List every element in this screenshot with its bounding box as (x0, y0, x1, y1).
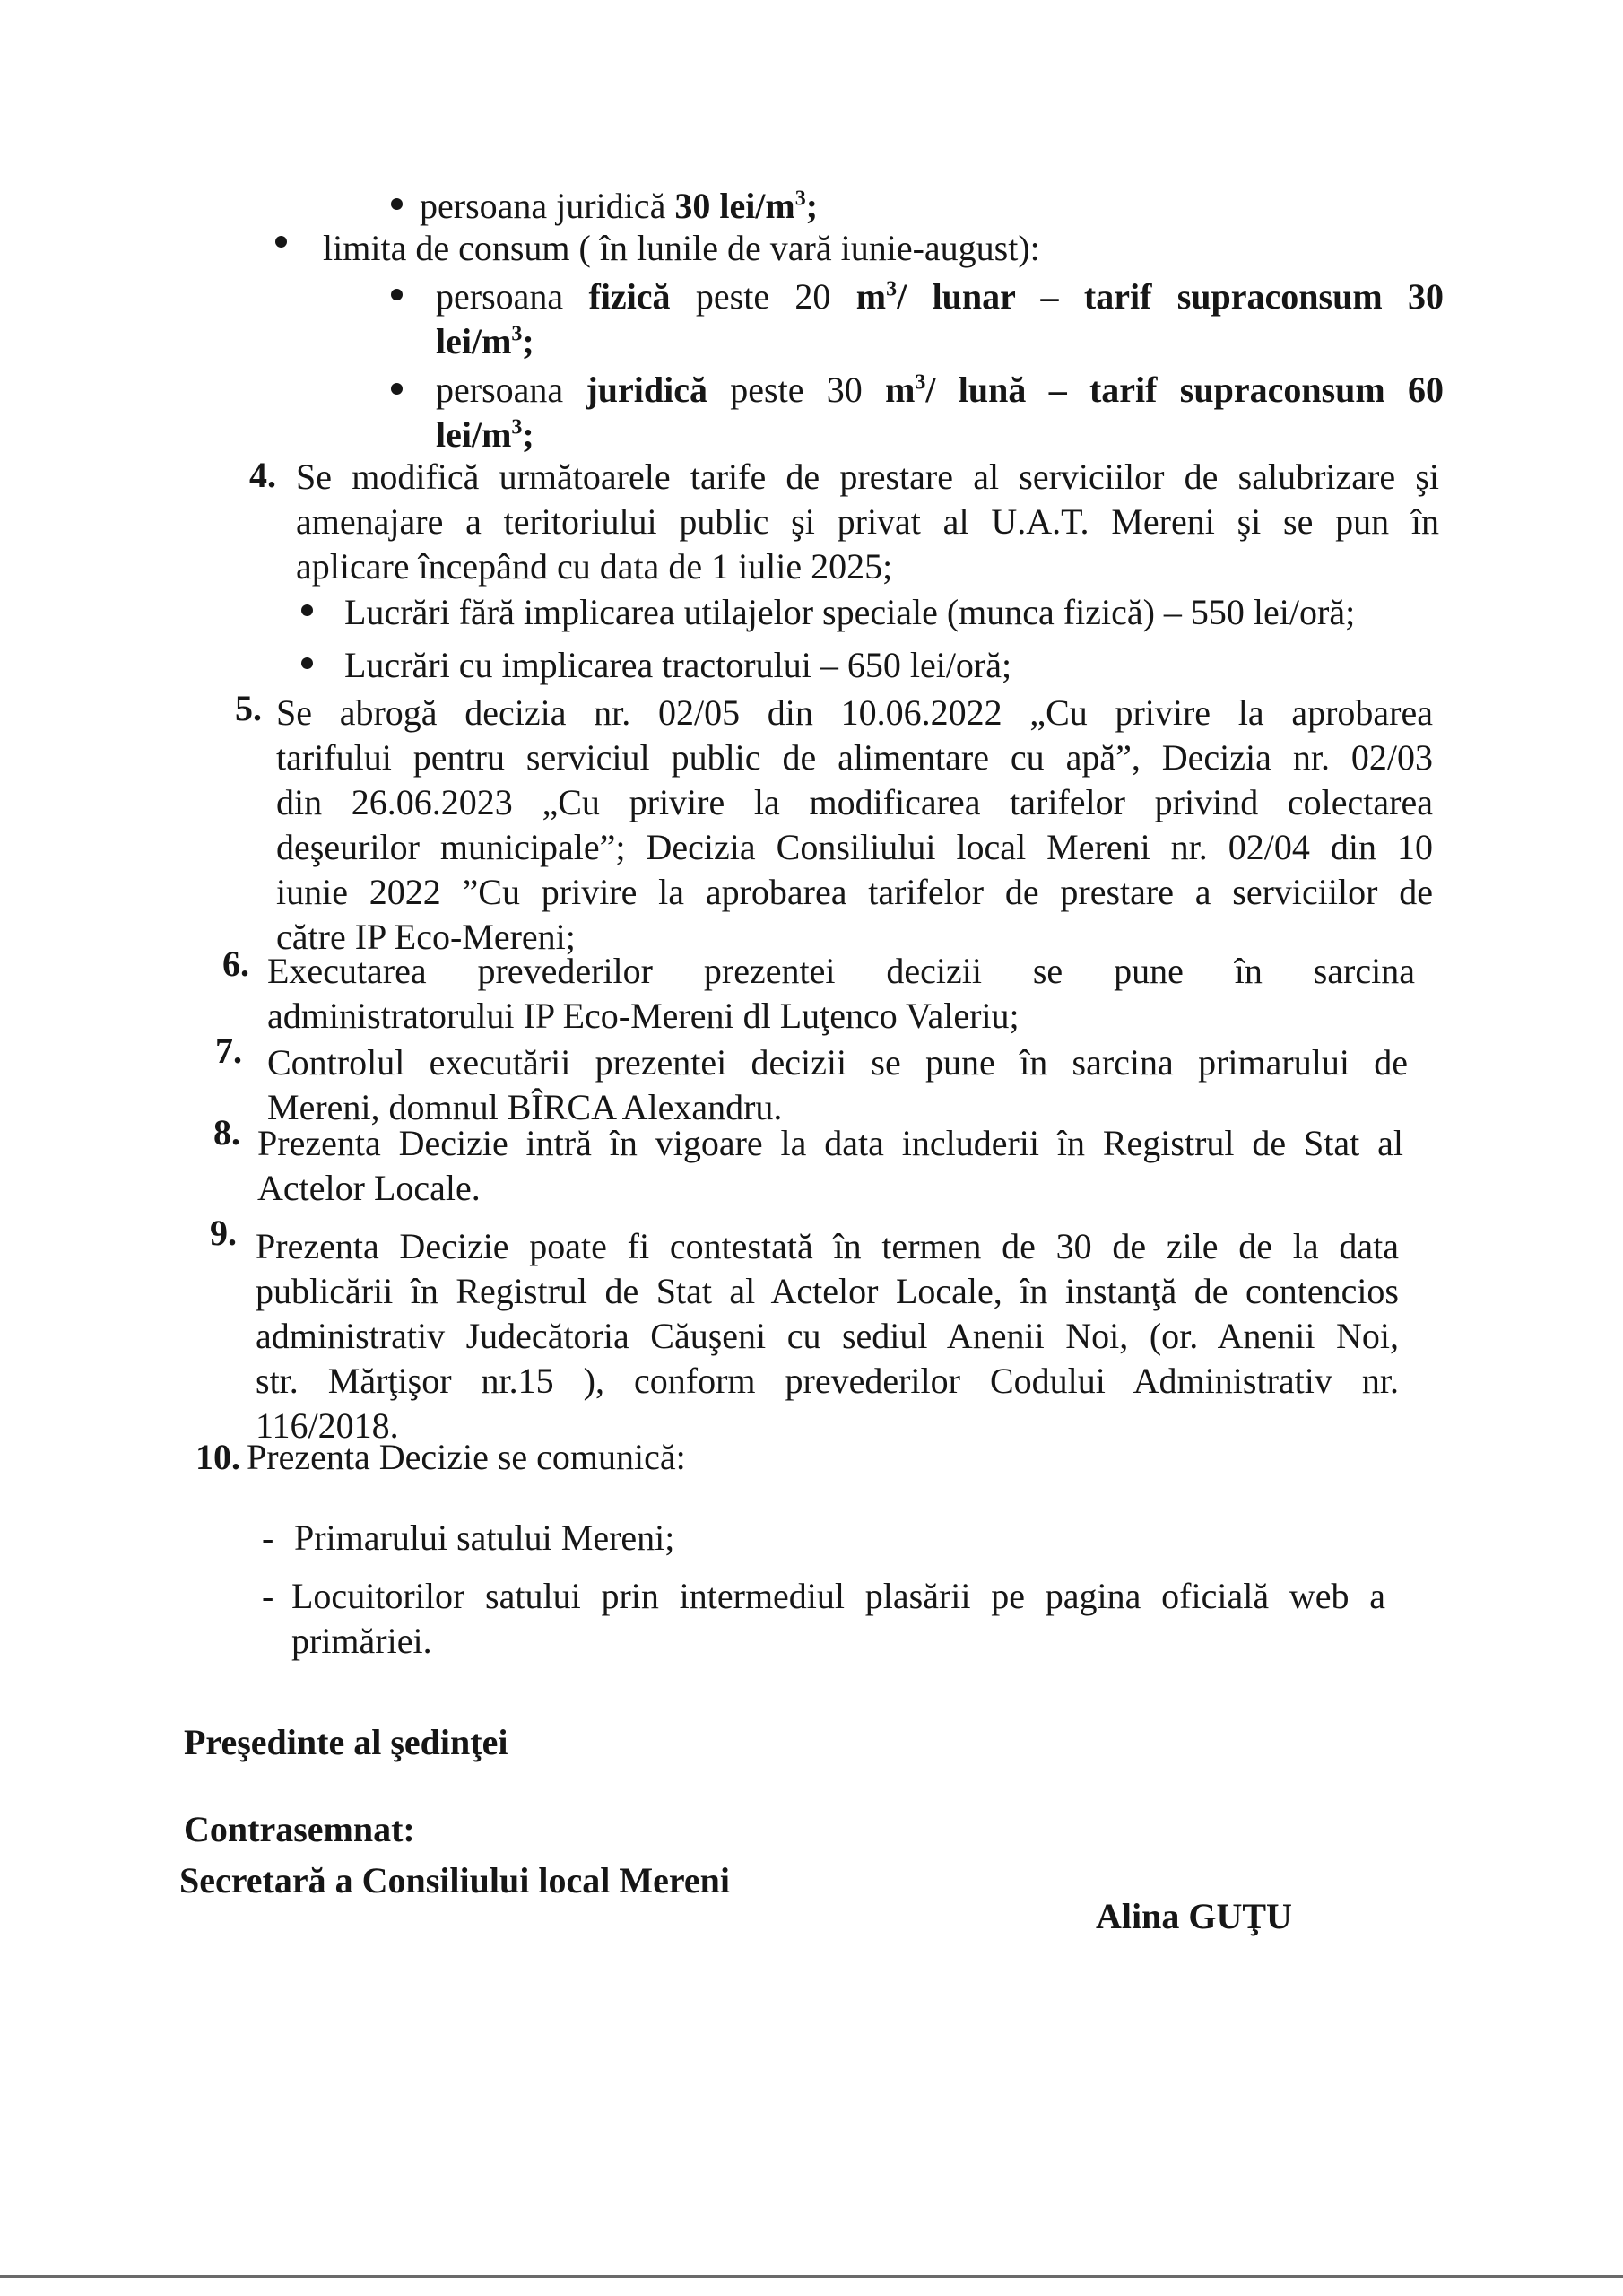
text-line: primăriei. (291, 1621, 432, 1661)
item-number-8: 8. (213, 1112, 240, 1152)
bullet-icon (301, 657, 313, 669)
bullet-icon (301, 604, 313, 616)
text-bold: / lună – tarif supraconsum 60 (925, 370, 1445, 410)
text-bold: ; (805, 186, 819, 226)
recipient-residents (291, 1574, 1385, 1664)
text-bold: ; (522, 414, 534, 455)
text-bold: / lunar – tarif supraconsum 30 (897, 276, 1445, 317)
text-line: către IP Eco-Mereni; (276, 917, 576, 957)
item-6-text (267, 949, 1415, 1039)
item-number-7: 7. (215, 1031, 242, 1071)
text-line: str. Mărţişor nr.15 ), conform prevederilor Codului Administrativ nr. (256, 1361, 1399, 1401)
text-bold: fizică (588, 276, 671, 317)
text-line: amenajare a teritoriului public şi privat al U.A.T. Mereni şi se pun în (296, 501, 1439, 542)
item-8-text (257, 1121, 1403, 1211)
bullet-icon (275, 236, 287, 248)
text-line: Se abrogă decizia nr. 02/05 din 10.06.2022 „Cu privire la aprobarea (276, 692, 1433, 733)
superscript: 3 (511, 322, 523, 346)
text: peste 30 (707, 370, 886, 410)
consumption-limit: limita de consum ( în lunile de vară iunie-august): (323, 228, 1040, 268)
text-bold: 30 lei/m (674, 186, 795, 226)
text-line: Mereni, domnul BÎRCA Alexandru. (267, 1087, 783, 1127)
text-bold: lei/m (436, 414, 512, 455)
text-line: Actelor Locale. (257, 1168, 481, 1208)
item-number-4: 4. (249, 455, 276, 495)
text-line: aplicare începând cu data de 1 iulie 2025; (296, 546, 893, 587)
text-line: publicării în Registrul de Stat al Actelor Locale, în instanţă de contencios (256, 1271, 1399, 1311)
text-bold: m (855, 276, 887, 317)
item-number-10: 10. (195, 1437, 240, 1477)
limit-legal-person (436, 368, 1444, 457)
text-line: iunie 2022 ”Cu privire la aprobarea tarifelor de prestare a serviciilor de (276, 872, 1433, 912)
text-bold: lei/m (436, 321, 512, 361)
text-line: Controlul executării prezentei decizii se pune în sarcina primarului de (267, 1042, 1408, 1083)
text-line: Prezenta Decizie intră în vigoare la data includerii în Registrul de Stat al (257, 1123, 1403, 1163)
item-7-text (267, 1040, 1408, 1130)
text: peste 20 (670, 276, 856, 317)
scan-edge-line (0, 2275, 1623, 2278)
bullet-icon (391, 198, 403, 210)
item-number-5: 5. (235, 688, 262, 728)
session-president-label: Preşedinte al şedinţei (184, 1722, 508, 1762)
superscript: 3 (794, 187, 806, 211)
text-line: tarifului pentru serviciul public de alimentare cu apă”, Decizia nr. 02/03 (276, 737, 1433, 778)
text-line: Se modifică următoarele tarife de prestare al serviciilor de salubrizare şi (296, 457, 1439, 497)
item-4-text (296, 455, 1439, 589)
item-number-6: 6. (222, 944, 249, 984)
text-bold: m (885, 370, 916, 410)
item-10-text: Prezenta Decizie se comunică: (247, 1437, 686, 1477)
text-line: administrativ Judecătoria Căuşeni cu sediul Anenii Noi, (or. Anenii Noi, (256, 1316, 1399, 1356)
superscript: 3 (915, 370, 926, 395)
limit-natural-person (436, 274, 1444, 364)
dash-marker: - (262, 1518, 274, 1558)
item-5-text (276, 691, 1433, 960)
text-line: Executarea prevederilor prezentei decizii se pune în sarcina (267, 951, 1415, 991)
text-line: deşeurilor municipale”; Decizia Consiliului local Mereni nr. 02/04 din 10 (276, 827, 1433, 867)
item-9-text (256, 1224, 1399, 1448)
text: persoana (436, 276, 589, 317)
tariff-tractor-work: Lucrări cu implicarea tractorului – 650 lei/oră; (344, 645, 1012, 685)
text: persoana (436, 370, 586, 410)
tariff-manual-work: Lucrări fără implicarea utilajelor speciale (munca fizică) – 550 lei/oră; (344, 592, 1356, 632)
text-line: Prezenta Decizie poate fi contestată în termen de 30 de zile de la data (256, 1226, 1399, 1266)
superscript: 3 (511, 415, 523, 439)
text-bold: ; (522, 321, 534, 361)
secretary-title: Secretară a Consiliului local Mereni (179, 1860, 731, 1900)
dash-marker: - (262, 1576, 274, 1616)
bullet-icon (391, 289, 403, 300)
superscript: 3 (886, 277, 898, 301)
secretary-name: Alina GUŢU (1096, 1896, 1292, 1936)
recipient-mayor: Primarului satului Mereni; (294, 1518, 675, 1558)
countersigned-label: Contrasemnat: (184, 1809, 415, 1849)
text-line: Locuitorilor satului prin intermediul plasării pe pagina oficială web a (291, 1576, 1385, 1616)
text-line: administratorului IP Eco-Mereni dl Luţenco Valeriu; (267, 996, 1020, 1036)
text-line: din 26.06.2023 „Cu privire la modificarea tarifelor privind colectarea (276, 782, 1433, 822)
item-number-9: 9. (210, 1213, 237, 1253)
tariff-legal-person (420, 184, 818, 229)
text-bold: juridică (586, 370, 707, 410)
bullet-icon (391, 383, 403, 395)
text: persoana juridică (420, 186, 675, 226)
text-line: 116/2018. (256, 1405, 399, 1446)
